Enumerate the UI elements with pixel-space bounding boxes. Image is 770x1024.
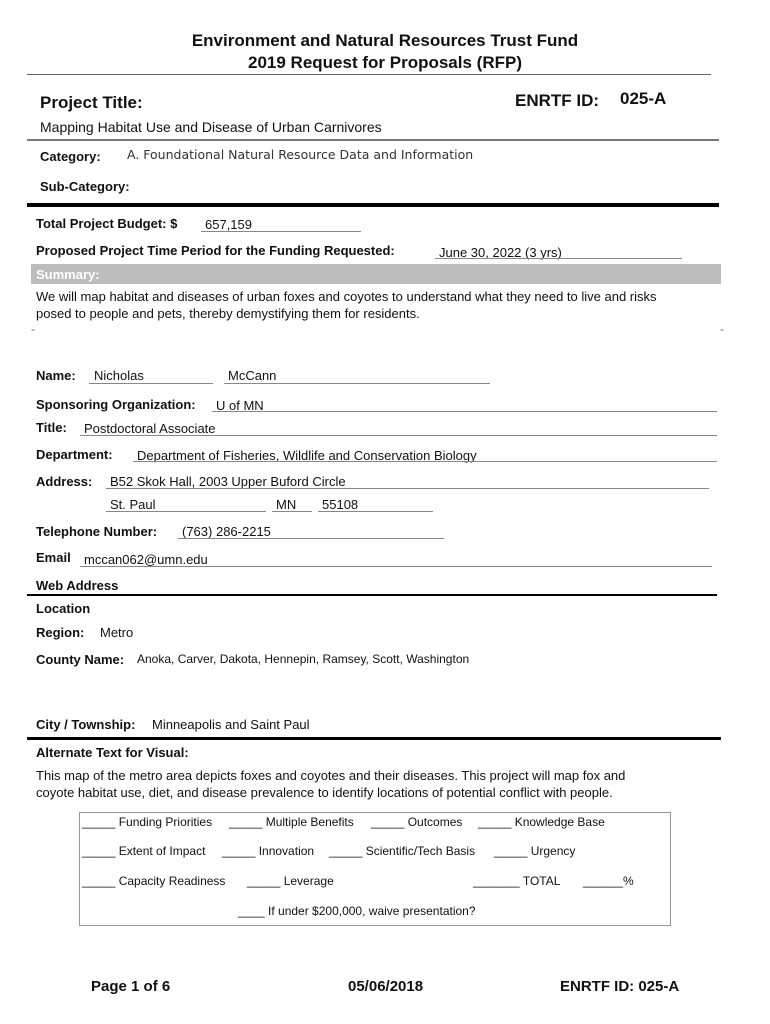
period-value: June 30, 2022 (3 yrs)	[439, 245, 562, 260]
score-multiple-benefits: _____ Multiple Benefits	[229, 815, 354, 829]
city-underline	[106, 511, 266, 512]
city-township-label: City / Township:	[36, 717, 136, 732]
score-total: _______ TOTAL	[473, 874, 561, 888]
zip-value: 55108	[322, 497, 359, 512]
form-header-subtitle: 2019 Request for Proposals (RFP)	[248, 53, 522, 72]
alt-text-label: Alternate Text for Visual:	[36, 745, 189, 760]
email-underline	[80, 566, 712, 567]
category-value: A. Foundational Natural Resource Data and Information	[127, 147, 474, 162]
address-label: Address:	[36, 474, 93, 489]
location-heading: Location	[36, 601, 91, 616]
enrtf-id-label: ENRTF ID:	[515, 91, 600, 110]
project-title-value: Mapping Habitat Use and Disease of Urban Carnivores	[40, 119, 382, 135]
zip-underline	[318, 511, 433, 512]
section-rule-1	[27, 203, 719, 207]
alt-text-line-1: This map of the metro area depicts foxes and coyotes and their diseases. This project will map fox and	[36, 768, 626, 783]
region-label: Region:	[36, 625, 85, 640]
title-divider	[27, 139, 719, 141]
score-leverage: _____ Leverage	[247, 874, 334, 888]
job-title-value: Postdoctoral Associate	[84, 421, 216, 436]
period-underline	[435, 258, 682, 259]
county-value: Anoka, Carver, Dakota, Hennepin, Ramsey, Scott, Washington	[137, 652, 470, 666]
department-label: Department:	[36, 447, 113, 462]
name-label: Name:	[36, 368, 76, 383]
organization-underline	[212, 411, 717, 412]
footer-date: 05/06/2018	[348, 978, 424, 995]
summary-text-line-2: posed to people and pets, thereby demystifying them for residents.	[36, 306, 420, 321]
score-urgency: _____ Urgency	[494, 844, 576, 858]
email-value: mccan062@umn.edu	[84, 552, 208, 567]
organization-label: Sponsoring Organization:	[36, 397, 196, 412]
region-value: Metro	[100, 625, 134, 640]
footer-page-number: Page 1 of 6	[91, 978, 171, 995]
alt-text-line-2: coyote habitat use, diet, and disease prevalence to identify locations of potential conflict with people.	[36, 785, 613, 800]
score-extent-of-impact: _____ Extent of Impact	[82, 844, 206, 858]
summary-dash-right: -	[720, 322, 724, 336]
job-title-underline	[80, 435, 717, 436]
summary-label: Summary:	[36, 267, 100, 282]
budget-label: Total Project Budget: $	[36, 216, 178, 231]
phone-underline	[178, 538, 444, 539]
score-funding-priorities: _____ Funding Priorities	[82, 815, 213, 829]
summary-text-line-1: We will map habitat and diseases of urban foxes and coyotes to understand what they need to live and risks	[36, 289, 657, 304]
score-scientific-tech-basis: _____ Scientific/Tech Basis	[329, 844, 476, 858]
budget-underline	[201, 231, 361, 232]
score-innovation: _____ Innovation	[222, 844, 315, 858]
footer-enrtf-id: ENRTF ID: 025-A	[560, 978, 680, 995]
state-value: MN	[276, 497, 297, 512]
score-knowledge-base: _____ Knowledge Base	[478, 815, 605, 829]
enrtf-id-value: 025-A	[620, 89, 667, 108]
subcategory-label: Sub-Category:	[40, 179, 130, 194]
period-label: Proposed Project Time Period for the Funding Requested:	[36, 243, 395, 258]
header-divider	[27, 74, 711, 75]
web-address-label: Web Address	[36, 578, 119, 593]
last-name-underline	[224, 383, 490, 384]
phone-value: (763) 286-2215	[182, 524, 271, 539]
summary-bar	[31, 264, 721, 284]
city-value: St. Paul	[110, 497, 156, 512]
score-percent: ______%	[583, 874, 634, 888]
form-header-title: Environment and Natural Resources Trust Fund	[191, 31, 579, 50]
last-name-value: McCann	[228, 368, 277, 383]
address-line-underline	[106, 488, 709, 489]
email-label: Email	[36, 550, 71, 565]
first-name-underline	[89, 383, 213, 384]
score-capacity-readiness: _____ Capacity Readiness	[82, 874, 226, 888]
department-value: Department of Fisheries, Wildlife and Conservation Biology	[137, 448, 477, 463]
job-title-label: Title:	[36, 420, 67, 435]
organization-value: U of MN	[216, 398, 264, 413]
section-rule-2	[27, 594, 717, 596]
score-waive-presentation: ____ If under $200,000, waive presentation?	[238, 904, 476, 918]
project-title-label: Project Title:	[40, 93, 143, 112]
address-line-value: B52 Skok Hall, 2003 Upper Buford Circle	[110, 474, 346, 489]
summary-dash-left: -	[31, 322, 35, 336]
budget-value: 657,159	[205, 217, 252, 232]
phone-label: Telephone Number:	[36, 524, 158, 539]
category-label: Category:	[40, 149, 101, 164]
department-underline	[133, 461, 717, 462]
score-outcomes: _____ Outcomes	[371, 815, 463, 829]
section-rule-3	[27, 737, 721, 740]
city-township-value: Minneapolis and Saint Paul	[152, 717, 310, 732]
state-underline	[272, 511, 312, 512]
first-name-value: Nicholas	[94, 368, 144, 383]
county-label: County Name:	[36, 652, 125, 667]
